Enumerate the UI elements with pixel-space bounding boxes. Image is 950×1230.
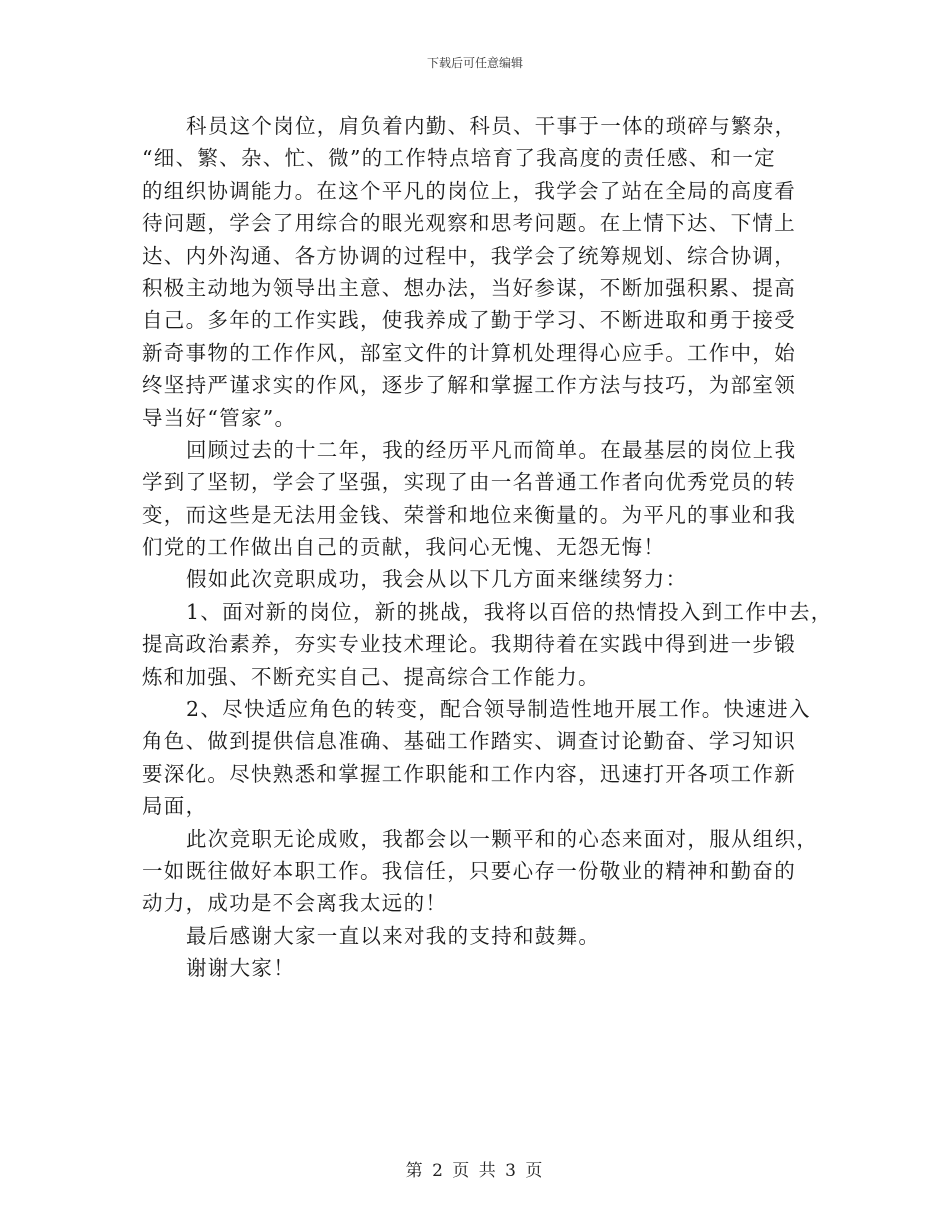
text-line: 局面， xyxy=(142,794,208,819)
text-line: 科员这个岗位，肩负着内勤、科员、干事于一体的琐碎与繁杂， xyxy=(186,114,797,138)
text-line: 此次竞职无论成败，我都会以一颗平和的心态来面对，服从组织， xyxy=(186,826,819,851)
text-line: 新奇事物的工作作风，部室文件的计算机处理得心应手。工作中，始 xyxy=(142,340,796,365)
text-line: 达、内外沟通、各方协调的过程中，我学会了统筹规划、综合协调， xyxy=(142,243,796,268)
text-line: 自己。多年的工作实践，使我养成了勤于学习、不断进取和勇于接受 xyxy=(142,308,796,333)
text-line: 最后感谢大家一直以来对我的支持和鼓舞。 xyxy=(186,923,601,948)
text-line: 们党的工作做出自己的贡献，我问心无愧、无怨无悔！ xyxy=(142,535,666,560)
text-line: 谢谢大家！ xyxy=(186,956,295,981)
text-line: 提高政治素养，夯实专业技术理论。我期待着在实践中得到进一步锻 xyxy=(142,632,796,657)
text-line: 一如既往做好本职工作。我信任，只要心存一份敬业的精神和勤奋的 xyxy=(142,858,796,883)
text-line: 终坚持严谨求实的作风，逐步了解和掌握工作方法与技巧，为部室领 xyxy=(142,373,796,398)
text-line: 变，而这些是无法用金钱、荣誉和地位来衡量的。为平凡的事业和我 xyxy=(142,502,796,527)
text-line: 2、尽快适应角色的转变，配合领导制造性地开展工作。快速进入 xyxy=(186,697,811,722)
page-footer: 第 2 页 共 3 页 xyxy=(405,1161,545,1181)
text-line: 待问题，学会了用综合的眼光观察和思考问题。在上情下达、下情上 xyxy=(142,211,796,236)
text-line: “细、繁、杂、忙、微”的工作特点培育了我高度的责任感、和一定 xyxy=(142,146,776,171)
document-body xyxy=(142,110,833,985)
text-line: 导当好“管家”。 xyxy=(142,405,297,430)
text-line: 学到了坚韧，学会了坚强，实现了由一名普通工作者向优秀党员的转 xyxy=(142,470,796,495)
text-line: 动力，成功是不会离我太远的！ xyxy=(142,891,448,916)
text-line: 回顾过去的十二年，我的经历平凡而简单。在最基层的岗位上我 xyxy=(186,437,797,462)
text-line: 假如此次竞职成功，我会从以下几方面来继续努力： xyxy=(186,567,688,592)
text-line: 1、面对新的岗位，新的挑战，我将以百倍的热情投入到工作中去， xyxy=(186,599,833,624)
text-line: 角色、做到提供信息准确、基础工作踏实、调查讨论勤奋、学习知识 xyxy=(142,729,796,754)
text-line: 要深化。尽快熟悉和掌握工作职能和工作内容，迅速打开各项工作新 xyxy=(142,761,796,786)
text-line: 积极主动地为领导出主意、想办法，当好参谋，不断加强积累、提高 xyxy=(142,275,796,300)
text-line: 的组织协调能力。在这个平凡的岗位上，我学会了站在全局的高度看 xyxy=(142,178,796,203)
page-header: 下载后可任意编辑 xyxy=(426,56,523,70)
text-line: 炼和加强、不断充实自己、提高综合工作能力。 xyxy=(142,664,600,689)
